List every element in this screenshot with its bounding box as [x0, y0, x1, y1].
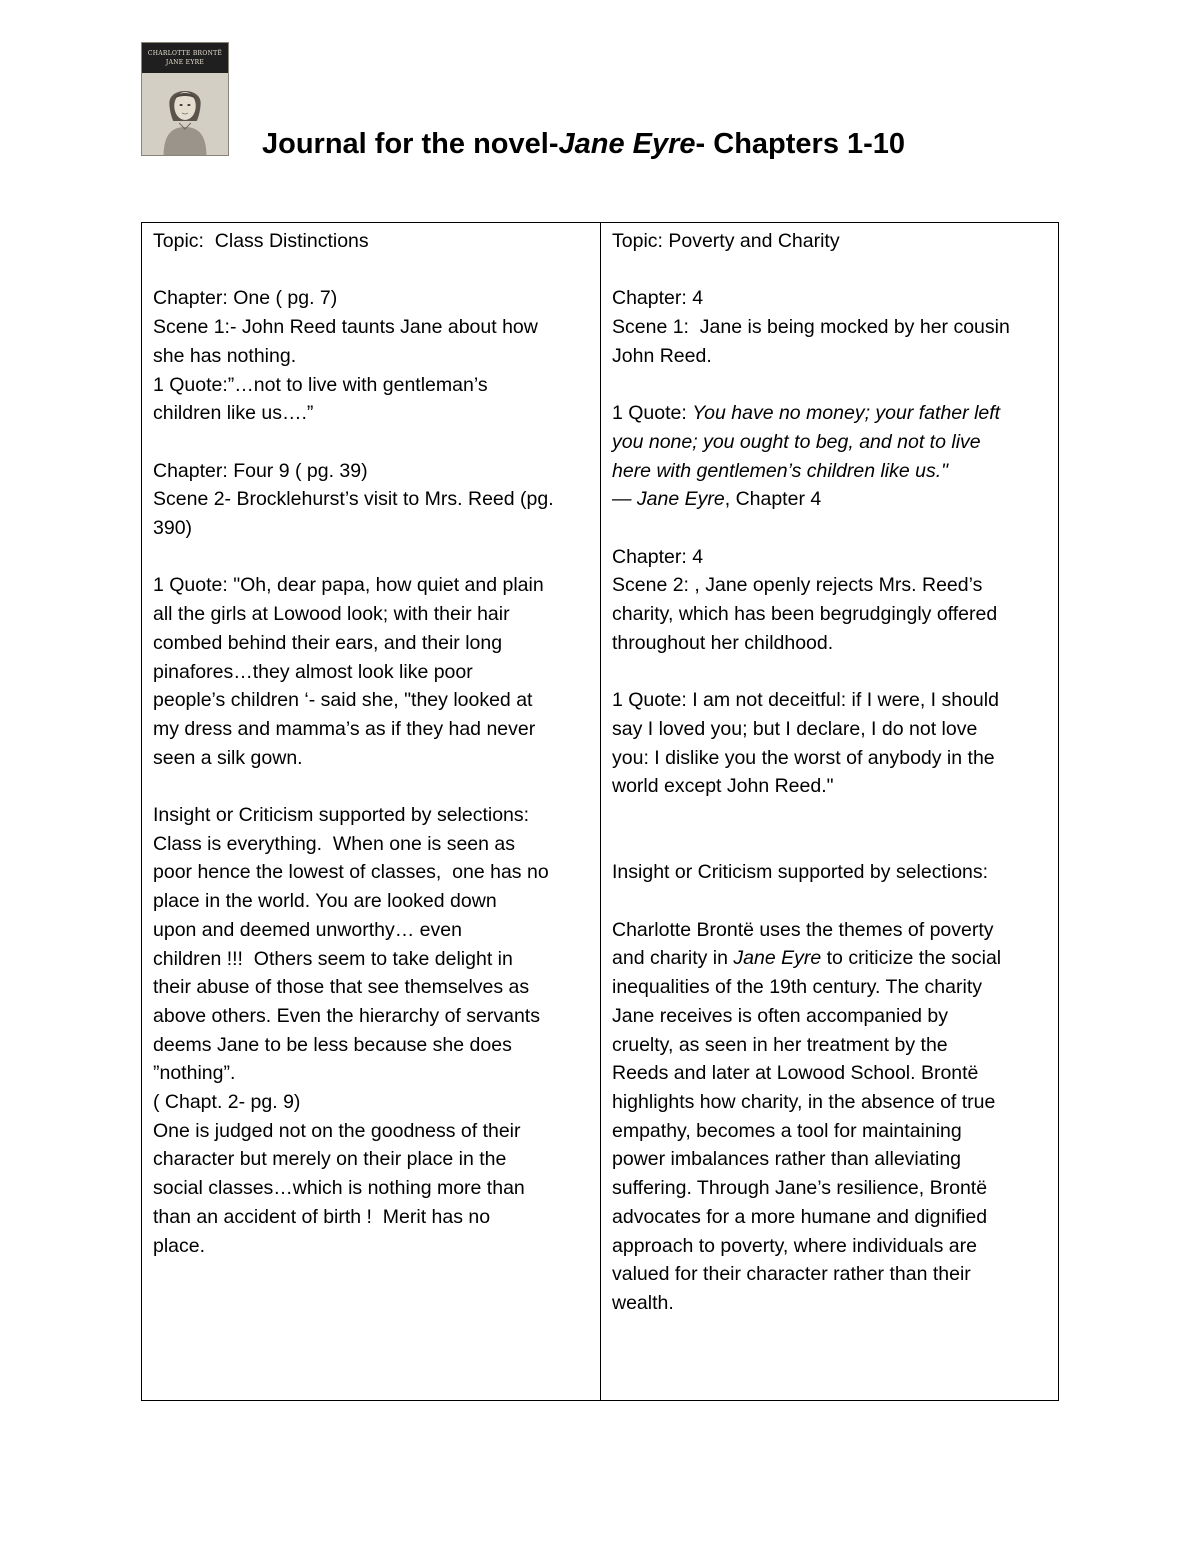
right-scene-2-line: Scene 2: , Jane openly rejects Mrs. Reed’s: [612, 574, 983, 597]
attribution-chapter: , Chapter 4: [724, 488, 822, 511]
right-chapter-2: Chapter: 4: [612, 545, 704, 568]
right-column: [601, 223, 1058, 1400]
left-quote-2-line: my dress and mamma’s as if they had never: [153, 717, 536, 740]
right-quote-1-attribution: [612, 485, 1048, 514]
right-insight-line: Charlotte Brontë uses the themes of poverty: [612, 918, 994, 941]
right-scene-2-line: throughout her childhood.: [612, 631, 834, 654]
left-quote-2-line: 1 Quote: "Oh, dear papa, how quiet and plain: [153, 574, 544, 597]
insight-book-title: Jane Eyre: [733, 947, 822, 970]
left-insight-line: upon and deemed unworthy… even: [153, 918, 462, 941]
title-prefix: Journal for the novel-: [262, 128, 559, 160]
right-chapter-1: Chapter: 4: [612, 287, 704, 310]
cover-title: JANE EYRE: [165, 59, 205, 66]
right-insight-line: empathy, becomes a tool for maintaining: [612, 1119, 962, 1142]
left-insight-label: Insight or Criticism supported by selections:: [153, 804, 530, 826]
right-scene-1-cont: John Reed.: [612, 344, 712, 367]
right-insight-line: advocates for a more humane and dignified: [612, 1205, 988, 1228]
right-quote-1-line: here with gentlemen’s children like us.": [612, 459, 949, 482]
left-quote-2-line: people’s children ‘- said she, "they looked at: [153, 689, 533, 712]
left-insight-line: One is judged not on the goodness of their: [153, 1119, 521, 1142]
attribution-dash: ―: [612, 488, 637, 511]
left-scene-2-cont: 390): [153, 517, 193, 539]
right-insight-label: Insight or Criticism supported by selections:: [612, 861, 989, 884]
journal-table: [141, 222, 1059, 1401]
cover-band: [142, 43, 228, 73]
left-column: [142, 223, 601, 1400]
right-quote-1-line: you none; you ought to beg, and not to live: [612, 430, 981, 453]
left-scene-1: Scene 1:- John Reed taunts Jane about how: [153, 316, 538, 339]
right-quote-2-line: 1 Quote: I am not deceitful: if I were, I should: [612, 689, 999, 712]
left-quote-1-cont: children like us….”: [153, 402, 314, 425]
right-insight-line: Reeds and later at Lowood School. Brontë: [612, 1062, 979, 1085]
left-quote-2-line: pinafores…they almost look like poor: [153, 660, 473, 683]
left-insight-line: above others. Even the hierarchy of servants: [153, 1004, 540, 1027]
right-quote-2-line: say I loved you; but I declare, I do not love: [612, 717, 978, 740]
page-title: [262, 122, 905, 166]
portrait-illustration: [142, 73, 228, 156]
title-novel-name: Jane Eyre: [558, 128, 696, 160]
right-quote-1: [612, 399, 1048, 428]
right-quote-2-line: you: I dislike you the worst of anybody in the: [612, 746, 995, 769]
right-insight-line: Jane receives is often accompanied by: [612, 1004, 949, 1027]
right-scene-1: Scene 1: Jane is being mocked by her cousin: [612, 316, 1010, 339]
right-insight-line: [612, 944, 1048, 973]
left-quote-2-line: seen a silk gown.: [153, 746, 303, 769]
insight-text: to criticize the social: [821, 947, 1002, 970]
attribution-book: Jane Eyre: [636, 488, 725, 511]
right-insight-line: wealth.: [612, 1291, 674, 1314]
right-insight-line: cruelty, as seen in her treatment by the: [612, 1033, 948, 1056]
cover-author: CHARLOTTE BRONTË: [147, 50, 223, 57]
left-insight-line: Class is everything. When one is seen as: [153, 832, 516, 855]
left-insight-line: their abuse of those that see themselves as: [153, 976, 530, 999]
left-scene-1-cont: she has nothing.: [153, 344, 297, 367]
right-insight-line: valued for their character rather than their: [612, 1263, 971, 1286]
left-insight-line: children !!! Others seem to take delight in: [153, 947, 513, 970]
right-insight-line: highlights how charity, in the absence of true: [612, 1090, 996, 1113]
left-insight-line: character but merely on their place in the: [153, 1148, 507, 1171]
left-insight-line: ”nothing”.: [153, 1062, 236, 1085]
left-insight-line: place.: [153, 1234, 206, 1257]
left-scene-2: Scene 2- Brocklehurst’s visit to Mrs. Reed (pg.: [153, 488, 554, 511]
right-topic: Topic: Poverty and Charity: [612, 230, 840, 252]
right-insight-line: approach to poverty, where individuals are: [612, 1234, 977, 1257]
left-quote-2-line: combed behind their ears, and their long: [153, 631, 503, 654]
right-insight-line: suffering. Through Jane’s resilience, Brontë: [612, 1177, 988, 1200]
left-insight-line: ( Chapt. 2- pg. 9): [153, 1091, 301, 1114]
book-cover-image: [141, 42, 229, 156]
right-scene-2-line: charity, which has been begrudgingly offered: [612, 603, 998, 626]
left-topic: Topic: Class Distinctions: [153, 230, 369, 252]
right-quote-1-label: 1 Quote:: [612, 402, 693, 425]
right-quote-1-text: You have no money; your father left: [692, 402, 1001, 425]
left-chapter-2: Chapter: Four 9 ( pg. 39): [153, 459, 368, 482]
right-insight-line: inequalities of the 19th century. The charity: [612, 976, 982, 999]
left-quote-2-line: all the girls at Lowood look; with their hair: [153, 603, 510, 626]
title-suffix: - Chapters 1-10: [695, 128, 906, 160]
left-chapter-1: Chapter: One ( pg. 7): [153, 287, 338, 310]
left-insight-line: place in the world. You are looked down: [153, 890, 497, 913]
left-insight-line: poor hence the lowest of classes, one has no: [153, 861, 549, 884]
left-quote-1: 1 Quote:”…not to live with gentleman’s: [153, 373, 488, 396]
insight-text: and charity in: [612, 947, 734, 970]
right-insight-line: power imbalances rather than alleviating: [612, 1148, 962, 1171]
left-insight-line: than an accident of birth ! Merit has no: [153, 1205, 491, 1228]
right-quote-2-line: world except John Reed.": [612, 775, 834, 798]
left-insight-line: deems Jane to be less because she does: [153, 1033, 512, 1056]
left-insight-line: social classes…which is nothing more than: [153, 1177, 525, 1200]
